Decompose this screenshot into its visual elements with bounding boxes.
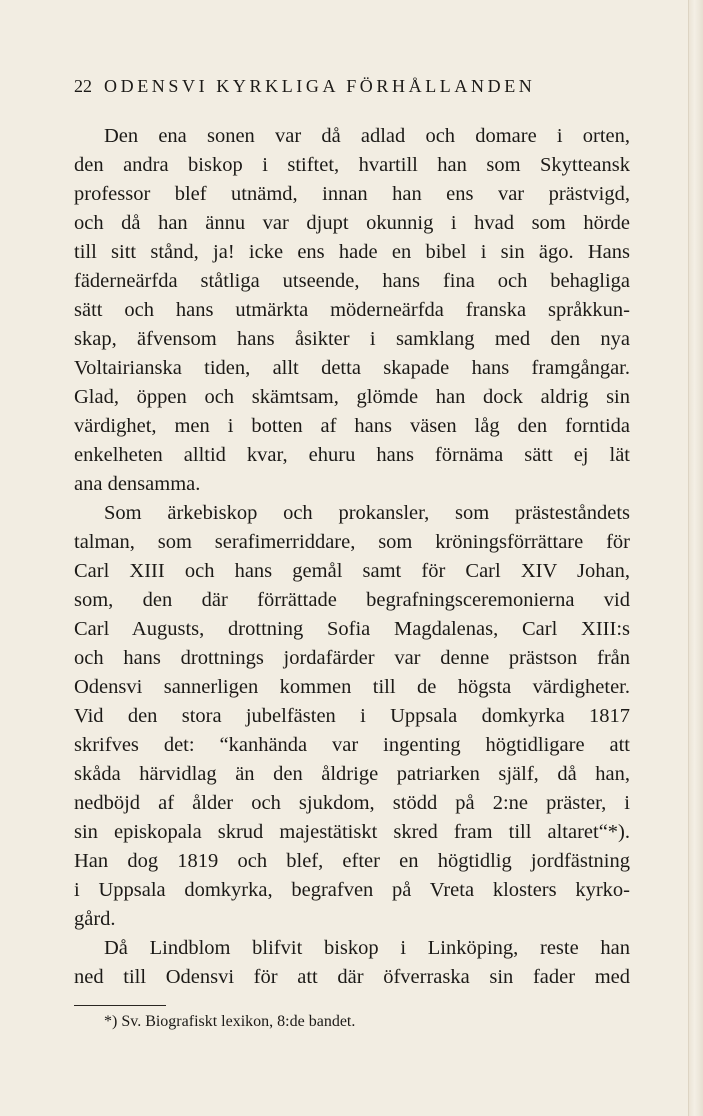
text-line: och hans drottnings jordafärder var denne prästson från bbox=[74, 647, 630, 669]
running-title: ODENSVI KYRKLIGA FÖRHÅLLANDEN bbox=[104, 76, 536, 96]
footnote-divider bbox=[74, 1005, 166, 1006]
text-line: ned till Odensvi för att där öfverraska sin fader med bbox=[74, 966, 630, 988]
text-line: Då Lindblom blifvit biskop i Linköping, reste han bbox=[104, 937, 630, 959]
text-line: Den ena sonen var då adlad och domare i orten, bbox=[104, 125, 630, 147]
text-line: fäderneärfda ståtliga utseende, hans fina och behagliga bbox=[74, 270, 630, 292]
text-line: och då han ännu var djupt okunnig i hvad som hörde bbox=[74, 212, 630, 234]
page-number: 22 bbox=[74, 76, 92, 96]
text-line: Han dog 1819 och blef, efter en högtidlig jordfästning bbox=[74, 850, 630, 872]
text-line: Vid den stora jubelfästen i Uppsala domkyrka 1817 bbox=[74, 705, 630, 727]
footnote: *) Sv. Biografiskt lexikon, 8:de bandet. bbox=[104, 1013, 356, 1030]
text-line: Glad, öppen och skämtsam, glömde han dock aldrig sin bbox=[74, 386, 630, 408]
body-text bbox=[74, 122, 630, 992]
text-line: sin episkopala skrud majestätiskt skred fram till altaret“*). bbox=[74, 821, 630, 843]
text-line: Voltairianska tiden, allt detta skapade hans framgångar. bbox=[74, 357, 630, 379]
text-line: skrifves det: “kanhända var ingenting högtidligare att bbox=[74, 734, 630, 756]
text-line: skap, äfvensom hans åsikter i samklang med den nya bbox=[74, 328, 630, 350]
text-line: professor blef utnämd, innan han ens var prästvigd, bbox=[74, 183, 630, 205]
text-line: talman, som serafimerriddare, som kröningsförrättare för bbox=[74, 531, 630, 553]
page-edge bbox=[688, 0, 703, 1116]
text-line: skåda härvidlag än den åldrige patriarken själf, då han, bbox=[74, 763, 630, 785]
text-line: gård. bbox=[74, 908, 116, 930]
text-line: i Uppsala domkyrka, begrafven på Vreta klosters kyrko- bbox=[74, 879, 630, 901]
text-line: Som ärkebiskop och prokansler, som prästeståndets bbox=[104, 502, 630, 524]
text-line: Carl XIII och hans gemål samt för Carl XIV Johan, bbox=[74, 560, 630, 582]
text-line: den andra biskop i stiftet, hvartill han som Skytteansk bbox=[74, 154, 630, 176]
running-head bbox=[74, 76, 614, 97]
text-line: ana densamma. bbox=[74, 473, 201, 495]
text-line: som, den där förrättade begrafningsceremonierna vid bbox=[74, 589, 630, 611]
text-line: till sitt stånd, ja! icke ens hade en bibel i sin ägo. Hans bbox=[74, 241, 630, 263]
text-line: nedböjd af ålder och sjukdom, stödd på 2:ne präster, i bbox=[74, 792, 630, 814]
text-line: Carl Augusts, drottning Sofia Magdalenas, Carl XIII:s bbox=[74, 618, 630, 640]
text-line: värdighet, men i botten af hans väsen låg den forntida bbox=[74, 415, 630, 437]
text-line: Odensvi sannerligen kommen till de högsta värdigheter. bbox=[74, 676, 630, 698]
text-line: enkelheten alltid kvar, ehuru hans förnäma sätt ej lät bbox=[74, 444, 630, 466]
text-line: sätt och hans utmärkta möderneärfda franska språkkun- bbox=[74, 299, 630, 321]
